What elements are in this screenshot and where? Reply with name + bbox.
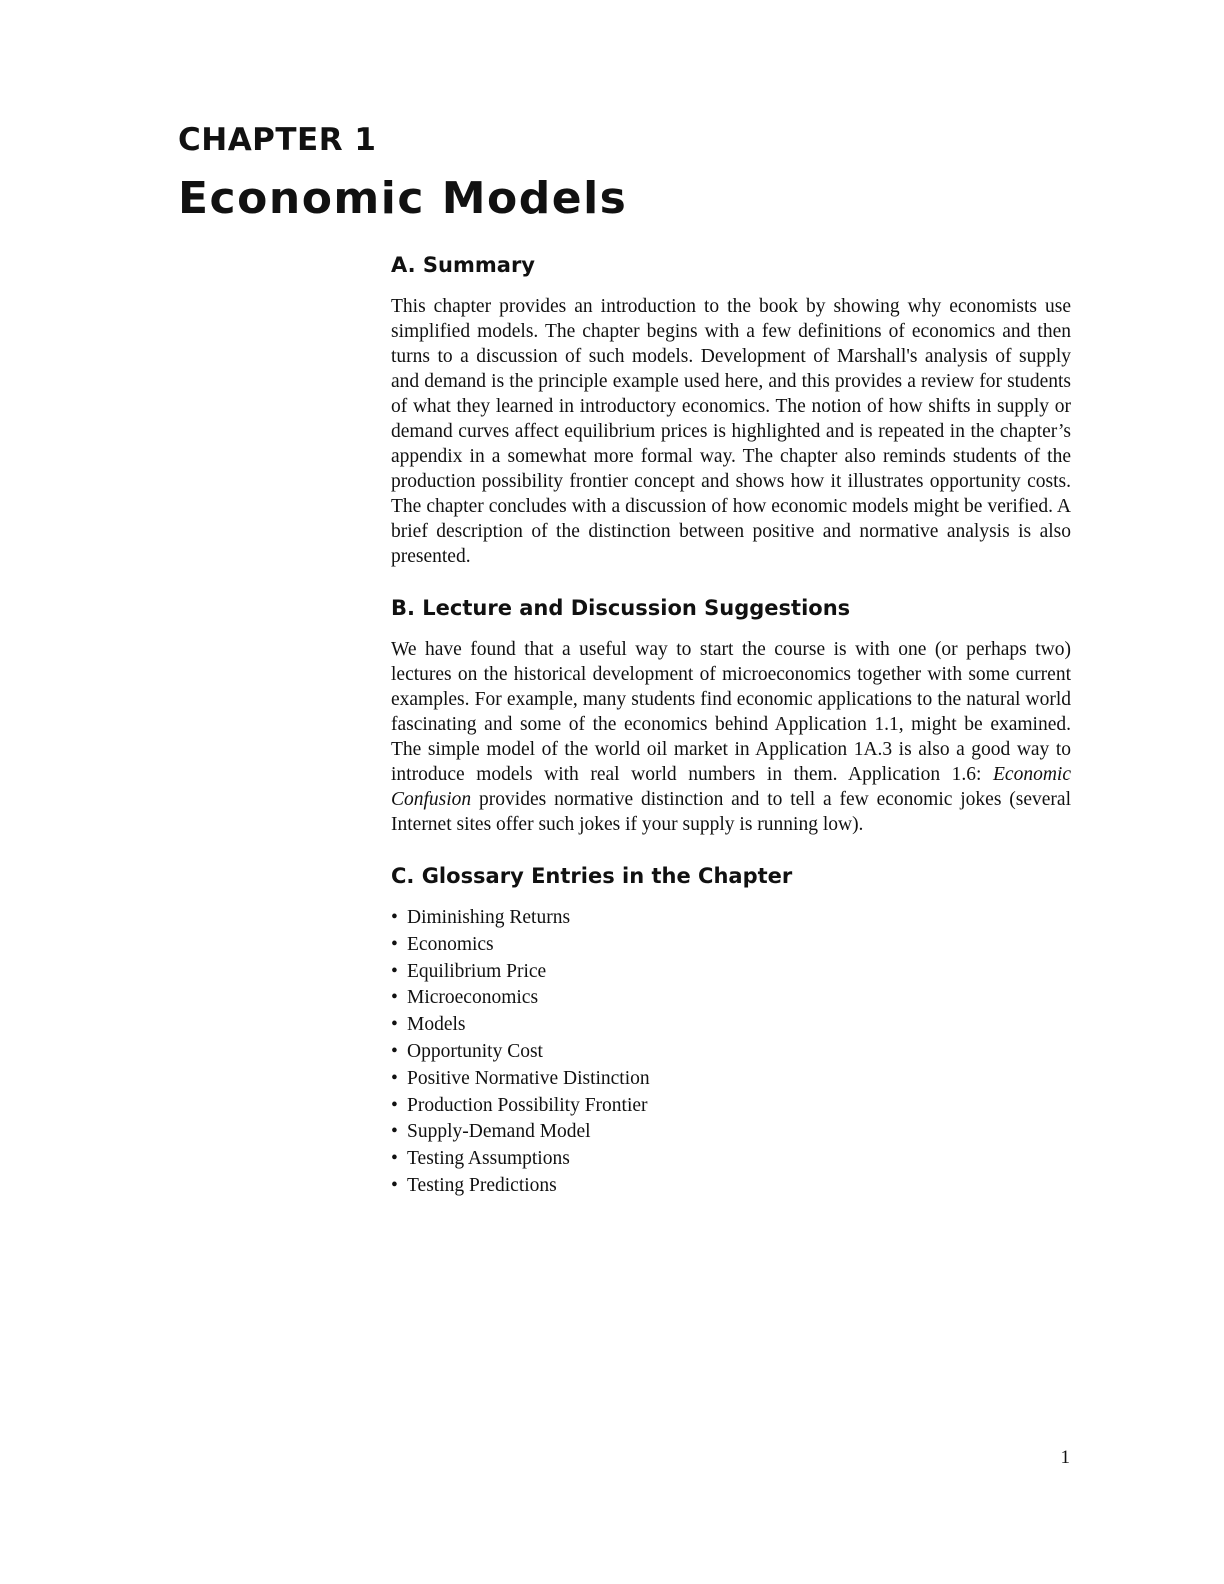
glossary-list (391, 905, 1071, 1200)
chapter-title: Economic Models (178, 173, 628, 224)
lecture-text-part-2: provides normative distinction and to tell a few economic jokes (several Internet sites offer such jokes if your supply is running low). (391, 789, 1071, 835)
lecture-section (391, 591, 1071, 837)
lecture-text-italic: Economic Confusion (391, 764, 1071, 810)
glossary-item: • Testing Predictions (391, 1173, 1071, 1200)
chapter-label: CHAPTER 1 (178, 122, 377, 158)
page-number: 1 (1060, 1447, 1070, 1468)
lecture-heading: B. Lecture and Discussion Suggestions (391, 596, 851, 620)
summary-heading: A. Summary (391, 253, 535, 277)
summary-paragraph: This chapter provides an introduction to the book by showing why economists use simplified models. The chapter begins with a few definitions of economics and then turns to a discussion of such models. Development of Marshall's analysis of supply and demand is the principle example used here, and this provides a review for students of what they learned in introductory economics. The notion of how shifts in supply or demand curves affect equilibrium prices is highlighted and is repeated in the chapter’s appendix in a somewhat more formal way. The chapter also reminds students of the production possibility frontier concept and shows how it illustrates opportunity costs. The chapter concludes with a discussion of how economic models might be verified. A brief description of the distinction between positive and normative analysis is also presented. (391, 296, 1071, 567)
glossary-item: • Opportunity Cost (391, 1039, 1071, 1066)
glossary-item: • Testing Assumptions (391, 1146, 1071, 1173)
glossary-item: • Production Possibility Frontier (391, 1093, 1071, 1120)
glossary-item: • Positive Normative Distinction (391, 1066, 1071, 1093)
lecture-text-part-1: We have found that a useful way to start the course is with one (or perhaps two) lectures on the historical development of microeconomics together with some current examples. For example, many students find economic applications to the natural world fascinating and some of the economics behind Application 1.1, might be examined. The simple model of the world oil market in Application 1A.3 is also a good way to introduce models with real world numbers in them. Application 1.6: (391, 639, 1071, 785)
summary-section (391, 248, 1071, 569)
glossary-item: • Models (391, 1012, 1071, 1039)
glossary-item: • Economics (391, 932, 1071, 959)
glossary-heading: C. Glossary Entries in the Chapter (391, 864, 793, 888)
glossary-item: • Microeconomics (391, 985, 1071, 1012)
glossary-item: • Supply-Demand Model (391, 1119, 1071, 1146)
glossary-item: • Equilibrium Price (391, 959, 1071, 986)
glossary-item: • Diminishing Returns (391, 905, 1071, 932)
chapter-content (391, 248, 1071, 1200)
lecture-paragraph (391, 637, 1071, 837)
glossary-section (391, 859, 1071, 1200)
